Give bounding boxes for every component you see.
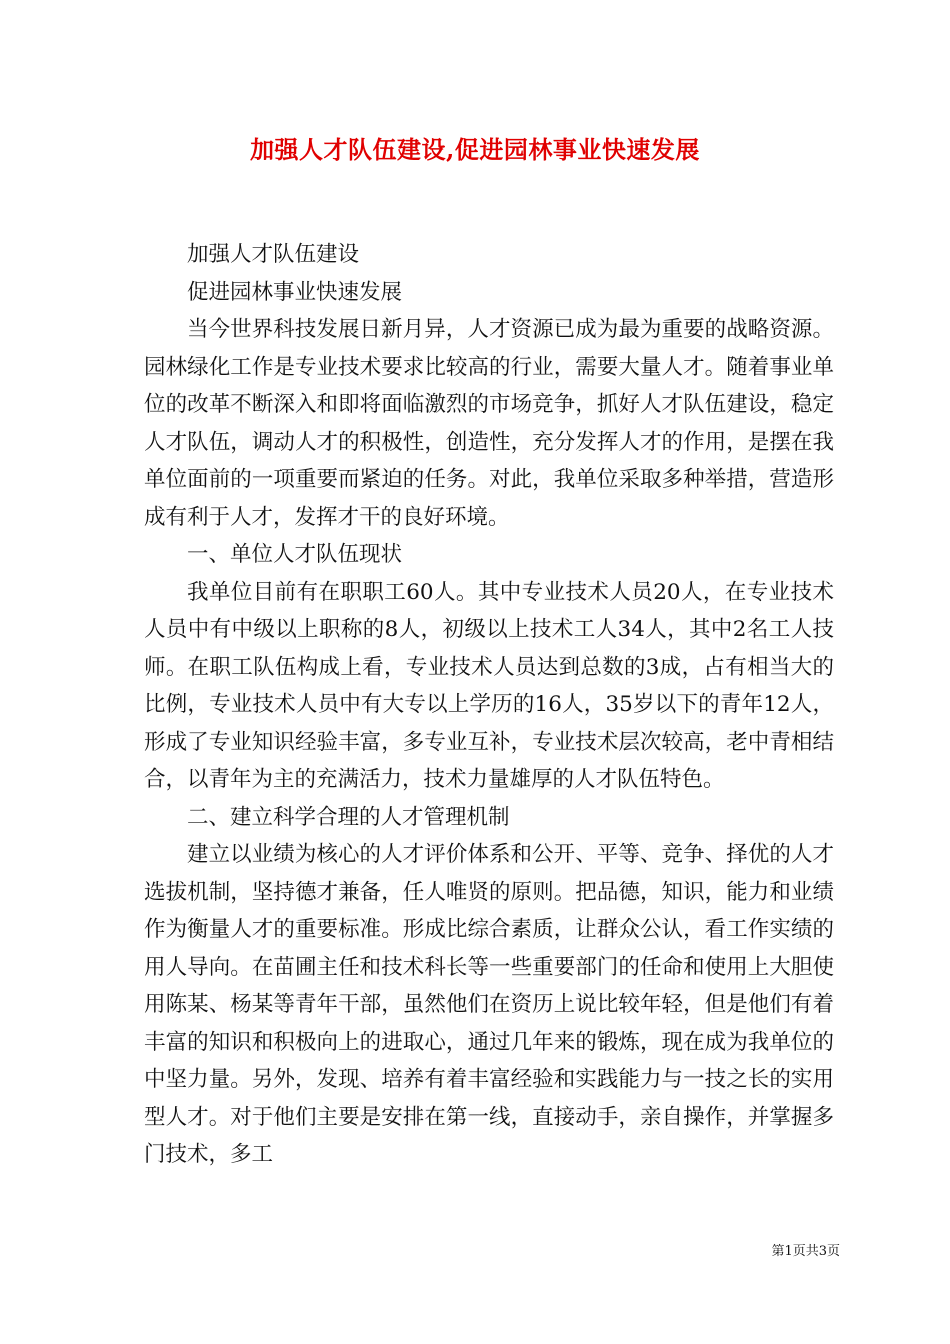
page-footer	[0, 1243, 840, 1261]
document-body	[144, 236, 834, 1174]
section-heading: 一、单位人才队伍现状	[187, 542, 403, 567]
section-heading: 二、建立科学合理的人才管理机制	[187, 804, 510, 830]
document-title: 加强人才队伍建设,促进园林事业快速发展	[250, 135, 700, 164]
body-paragraph: 我单位目前有在职职工60人。其中专业技术人员20人，在专业技术人员中有中级以上职称的8人，初级以上技术工人34人，其中2名工人技师。在职工队伍构成上看，专业技术人员达到总数的3成，占有相当大的比例，专业技术人员中有大专以上学历的16人，35岁以下的青年12人，形成了专业知识经验丰富，多专业互补，专业技术层次较高，老中青相结合，以青年为主的充满活力，技术力量雄厚的人才队伍特色。	[144, 579, 834, 792]
body-paragraph: 加强人才队伍建设	[187, 242, 360, 267]
page-number: 第1页共3页	[771, 1244, 840, 1259]
body-paragraph: 当今世界科技发展日新月异，人才资源已成为最为重要的战略资源。园林绿化工作是专业技术要求比较高的行业，需要大量人才。随着事业单位的改革不断深入和即将面临激烈的市场竞争，抓好人才队伍建设，稳定人才队伍，调动人才的积极性，创造性，充分发挥人才的作用，是摆在我单位面前的一项重要而紧迫的任务。对此，我单位采取多种举措，营造形成有利于人才，发挥才干的良好环境。	[144, 317, 834, 530]
body-paragraph: 促进园林事业快速发展	[187, 279, 403, 305]
body-paragraph: 建立以业绩为核心的人才评价体系和公开、平等、竞争、择优的人才选拔机制，坚持德才兼备，任人唯贤的原则。把品德，知识，能力和业绩作为衡量人才的重要标准。形成比综合素质，让群众公认，看工作实绩的用人导向。在苗圃主任和技术科长等一些重要部门的任命和使用上大胆使用陈某、杨某等青年干部，虽然他们在资历上说比较年轻，但是他们有着丰富的知识和积极向上的进取心，通过几年来的锻炼，现在成为我单位的中坚力量。另外，发现、培养有着丰富经验和实践能力与一技之长的实用型人才。对于他们主要是安排在第一线，直接动手，亲自操作，并掌握多门技术，多工	[144, 842, 834, 1167]
